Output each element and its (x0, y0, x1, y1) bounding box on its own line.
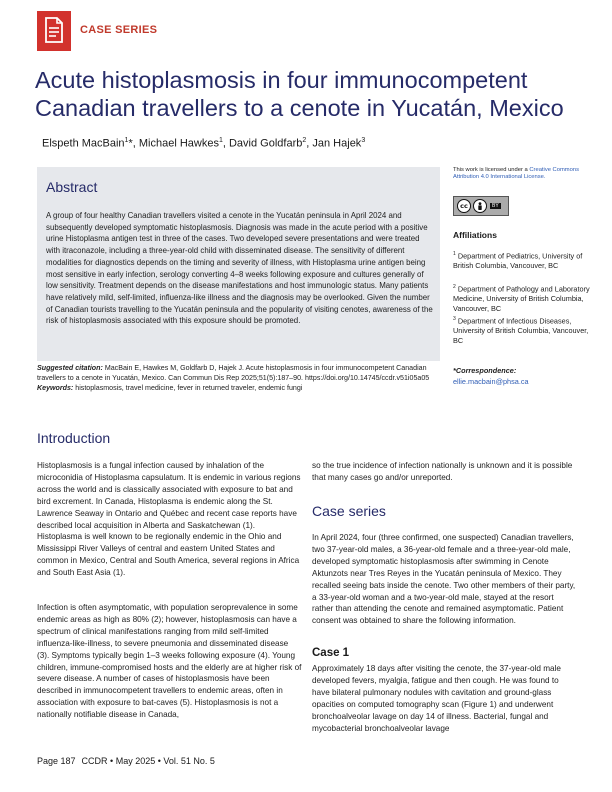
affiliation-text: Department of Pediatrics, University of British Columbia, Vancouver, BC (453, 251, 583, 271)
journal-issue: CCDR • May 2025 • Vol. 51 No. 5 (81, 756, 215, 766)
citation-text: MacBain E, Hawkes M, Goldfarb D, Hajek J. Acute histoplasmosis in four immunocompetent Canadian travellers to a cenote in Yucatán, Mexico. Can Commun Dis Rep 2025;51(5):187–90. https://doi.org/10.14745/ccdr.v51i05a05 (37, 364, 430, 382)
author-affiliation-mark: 3 (361, 137, 366, 144)
document-icon (37, 11, 71, 51)
case-1-paragraph: Approximately 18 days after visiting the cenote, the 37-year-old male developed fevers, myalgia, fatigue and then cough. He was found to have bilateral pulmonary nodules with cavitation and ground-glass opacities on computed tomography scan (Figure 1) and underwent bronchoalveolar lavage on day 14 of illness. Bacterial, fungal and mycobacterial bronchoalveolar lavage (312, 664, 561, 733)
keywords-label: Keywords: (37, 383, 74, 392)
author-affiliation-mark: 2 (302, 137, 307, 144)
document-icon-glyph (44, 17, 64, 43)
license-link[interactable]: Creative Commons Attribution 4.0 International License. (453, 167, 579, 181)
correspondence-email-link[interactable]: ellie.macbain@phsa.ca (453, 377, 529, 386)
person-icon (476, 202, 484, 211)
case-series-paragraph: In April 2024, four (three confirmed, one suspected) Canadian travellers, two 37-year-old males, a 36-year-old female and a three-year-old male, developed symptomatic histoplasmosis after swimming in Cenote Aktunzots near Tres Reyes in the Yucatán peninsula of Mexico. They recalled seeing bats inside the cenote. Two other members of their party, a 33-year-old woman and a two-year-old male, stayed at the resort rather than attending the cenote and remained asymptomatic. Patient consent was obtained to share the following information. (312, 533, 576, 626)
author-name: David Goldfarb (228, 137, 303, 150)
suggested-citation (37, 364, 437, 393)
case-series-heading: Case series (312, 503, 386, 519)
author-affiliation-mark: 1 (124, 137, 129, 144)
article-type-label: CASE SERIES (80, 24, 158, 36)
by-label: BY (492, 203, 499, 209)
introduction-paragraph-continued: so the true incidence of infection nationally is unknown and it is possible that many cases go and/or unreported. (312, 461, 573, 482)
introduction-paragraph: Infection is often asymptomatic, with population seroprevalence in some endemic areas as high as 80% (2); however, histoplasmosis can have a spectrum of clinical manifestations ranging from mild self-limited influenza-like-illness, to severe pneumonia and disseminated disease (3). Symptoms typically begin 1–3 weeks following exposure (4). Young children, immune-compromised hosts and the elderly are at higher risk of severe disease. A number of cases of histoplasmosis have been described in immunocompetent travellers to endemic areas, often in association with exposure to bat-caves (5). Histoplasmosis is not a nationally notifiable disease in Canada, (37, 603, 302, 720)
article-title: Acute histoplasmosis in four immunocompetent Canadian travellers to a cenote in Yucatán, Mexico (35, 67, 564, 121)
affiliation-text: Department of Infectious Diseases, University of British Columbia, Vancouver, BC (453, 316, 589, 345)
author-name: Elspeth MacBain (42, 137, 125, 150)
affiliation-number: 2 (453, 284, 456, 290)
affiliation-number: 3 (453, 316, 456, 322)
keywords-text: histoplasmosis, travel medicine, fever in returned traveler, endemic fungi (75, 383, 303, 392)
license-notice (453, 167, 583, 182)
corresponding-mark: * (128, 137, 133, 150)
affiliation-item (453, 315, 593, 345)
citation-label: Suggested citation: (37, 364, 103, 372)
attribution-person-icon (473, 199, 487, 213)
correspondence-label: *Correspondence: (453, 366, 517, 375)
author-name: Jan Hajek (312, 137, 362, 150)
abstract-box (37, 167, 440, 361)
license-prefix: This work is licensed under a (453, 167, 530, 173)
affiliation-text: Department of Pathology and Laboratory Medicine, University of British Columbia, Vancouver, BC (453, 284, 590, 313)
affiliations-heading: Affiliations (453, 230, 497, 240)
page-footer (37, 756, 215, 766)
abstract-text: A group of four healthy Canadian travellers visited a cenote in the Yucatán peninsula in April 2024 and subsequently developed symptomatic histoplasmosis. Diagnosis was made in the acute period with a positive urine Histoplasma antigen test in three of the cases. Two developed severe presentations and were treated with itraconazole, including a three-year-old child with disseminated disease. The sensitivity of different modalities for diagnostics depends on the timing and severity of illness, with Histoplasma urine antigen being most sensitive in early infection, serology converting 4–8 weeks following exposure and cultures generally of low sensitivity. Treatment depends on the disease manifestations and host immunologic status. Many patients have relatively mild, self-limited, influenza-like illness and the diagnosis may be overlooked. Given the number of Canadian tourists travelling to the Yucatán peninsula and the popularity of visiting cenotes, awareness of the risk of histoplasmosis associated with this exposure should be promoted. (46, 211, 433, 326)
author-name: Michael Hawkes (138, 137, 219, 150)
introduction-paragraph: Histoplasmosis is a fungal infection caused by inhalation of the microconidia of Histoplasma capsulatum. It is endemic in various regions across the world and is classically associated with exposure to bat and bird excrement. In Canada, Histoplasma is endemic along the St. Lawrence Seaway in Ontario and Québec and recent case reports have described local acquisition in Alberta and Saskatchewan (1). Histoplasma is well known to be regionally endemic in the Ohio and Mississippi River Valleys of central and eastern United States and common in Mexico, Central and South America, several regions in Africa and South East Asia (1). (37, 461, 301, 578)
author-affiliation-mark: 1 (218, 137, 223, 144)
affiliation-number: 1 (453, 251, 456, 257)
introduction-heading: Introduction (37, 430, 111, 446)
affiliation-item (453, 250, 593, 271)
page-number: Page 187 (37, 756, 76, 766)
cc-icon: cc (457, 199, 471, 213)
cc-by-badge[interactable] (453, 196, 509, 216)
case-1-heading: Case 1 (312, 647, 350, 659)
author-list: Elspeth MacBain$^1$*, Michael Hawkes$^1$, David Goldfarb$^2$, Jan Hajek$^3$ (42, 137, 366, 150)
abstract-heading: Abstract (46, 179, 98, 195)
affiliation-item (453, 283, 593, 313)
